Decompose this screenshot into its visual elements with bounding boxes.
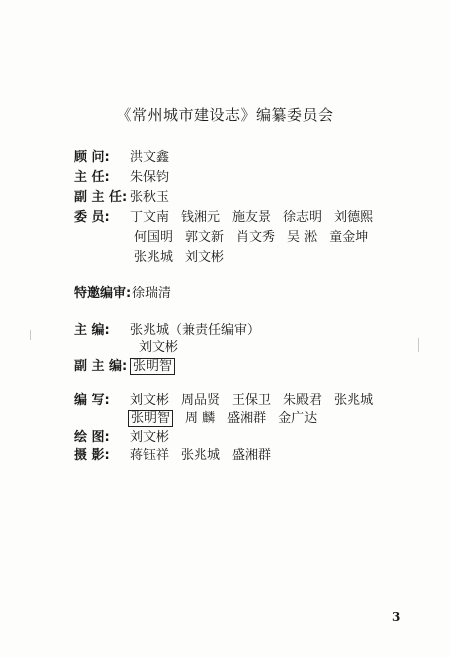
member-name: 吴 淞 [287, 230, 318, 245]
members-line-2 [134, 229, 380, 247]
director-row [74, 169, 181, 187]
writer-name: 盛湘群 [227, 411, 267, 426]
member-name: 何国明 [134, 230, 174, 245]
member-name: 丁文南 [130, 210, 170, 225]
writer-name: 王保卫 [232, 393, 272, 408]
writer-name: 周品贤 [181, 393, 221, 408]
writers-role: 编 写: [74, 393, 110, 408]
photography-row [74, 447, 283, 465]
members-row [74, 209, 385, 227]
writer-name: 张兆城 [334, 393, 374, 408]
advisor-row [74, 149, 181, 167]
writers-row [74, 392, 385, 410]
writer-name: 刘文彬 [130, 393, 170, 408]
special-editor-row [74, 285, 183, 303]
page-number: 3 [392, 610, 401, 624]
drawing-row [74, 429, 181, 447]
member-name: 刘德熙 [334, 210, 374, 225]
vice-director-name: 张秋玉 [130, 190, 170, 205]
deputy-chief-editor-name: 张明智 [130, 358, 175, 375]
special-editor-name: 徐瑞清 [132, 286, 172, 301]
chief-editor-name: 刘文彬 [139, 340, 179, 355]
director-name: 朱保钧 [130, 170, 170, 185]
chief-editor-line-2 [139, 339, 190, 357]
photography-role: 摄 影: [74, 448, 110, 463]
member-name: 刘文彬 [185, 250, 225, 265]
writer-name: 金广达 [278, 411, 318, 426]
members-line-3 [134, 249, 236, 267]
chief-editor-row [74, 322, 272, 340]
members-role: 委 员: [74, 210, 110, 225]
drawing-name: 刘文彬 [130, 430, 170, 445]
deputy-chief-editor-row [74, 358, 175, 376]
special-editor-role: 特邀编审: [74, 286, 132, 301]
scan-speck [418, 338, 419, 352]
advisor-role: 顾 问: [74, 150, 110, 165]
advisor-name: 洪文鑫 [130, 150, 170, 165]
scan-speck [30, 330, 31, 340]
photographer-name: 张兆城 [181, 448, 221, 463]
drawing-role: 绘 图: [74, 430, 110, 445]
member-name: 肖文秀 [236, 230, 276, 245]
chief-editor-name: 张兆城（兼责任编审） [130, 323, 261, 338]
member-name: 张兆城 [134, 250, 174, 265]
writer-name: 周 麟 [185, 411, 216, 426]
vice-director-role: 副 主 任: [74, 190, 128, 205]
member-name: 徐志明 [283, 210, 323, 225]
member-name: 郭文新 [185, 230, 225, 245]
writer-name: 朱殿君 [283, 393, 323, 408]
deputy-chief-editor-role: 副 主 编: [74, 359, 128, 374]
photographer-name: 蒋钰祥 [130, 448, 170, 463]
member-name: 钱湘元 [181, 210, 221, 225]
member-name: 施友景 [232, 210, 272, 225]
writer-name-boxed: 张明智 [128, 410, 173, 427]
director-role: 主 任: [74, 170, 110, 185]
vice-director-row [74, 189, 181, 207]
writers-line-2 [128, 410, 329, 428]
chief-editor-role: 主 编: [74, 323, 110, 338]
committee-title: 《常州城市建设志》编纂委员会 [116, 106, 334, 124]
member-name: 童金坤 [329, 230, 369, 245]
photographer-name: 盛湘群 [232, 448, 272, 463]
